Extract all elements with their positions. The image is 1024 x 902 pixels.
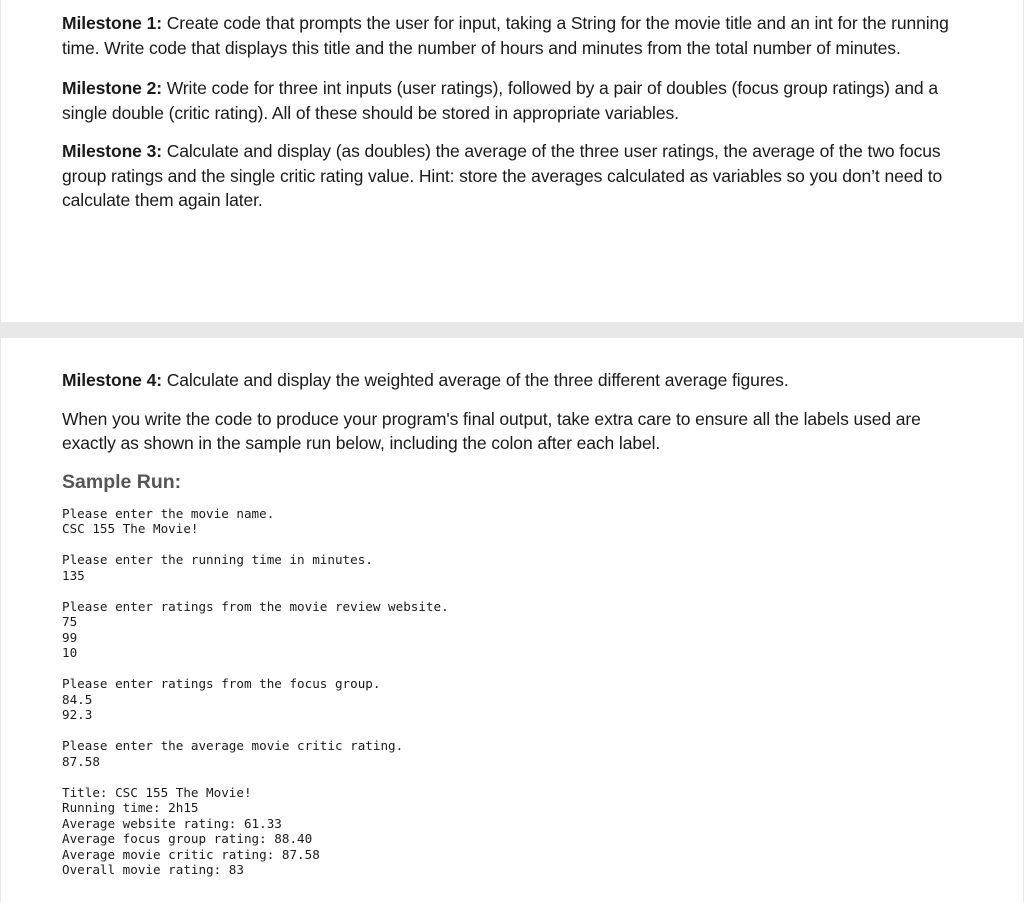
- code-line: Please enter ratings from the focus group.: [62, 676, 381, 691]
- code-line: Overall movie rating: 83: [62, 862, 244, 877]
- sample-block-focus-group: [62, 676, 962, 723]
- milestone-1-text: Create code that prompts the user for input, taking a String for the movie title and an int for the running time. Write code that displays this title and the number of hours and minutes from the total number of minutes.: [62, 13, 949, 58]
- sample-block-movie-name: [62, 506, 962, 537]
- milestone-3-text: Calculate and display (as doubles) the average of the three user ratings, the average of the two focus group ratings and the single critic rating value. Hint: store the averages calculated as variables so you don’t need to calculate them again later.: [62, 141, 943, 210]
- milestone-3-label: Milestone 3:: [62, 141, 162, 161]
- milestone-1: [62, 11, 962, 60]
- code-line: Please enter ratings from the movie review website.: [62, 598, 449, 614]
- code-line: Title: CSC 155 The Movie!: [62, 784, 252, 800]
- milestone-3: [62, 139, 962, 213]
- milestone-4-section: [62, 368, 962, 878]
- code-line: Average movie critic rating: 87.58: [62, 846, 320, 862]
- code-line: 10: [62, 645, 78, 660]
- code-line: Please enter the average movie critic rating.: [62, 738, 404, 753]
- milestone-4-label: Milestone 4:: [62, 370, 162, 390]
- milestone-2-label: Milestone 2:: [62, 78, 162, 98]
- sample-run-output: [62, 506, 962, 878]
- sample-block-critic-rating: [62, 738, 962, 769]
- sample-block-website-ratings: [62, 599, 962, 661]
- code-line: Average focus group rating: 88.40: [62, 831, 313, 846]
- milestone-2: [62, 76, 962, 125]
- code-line: 92.3: [62, 707, 93, 722]
- code-line: 135: [62, 567, 85, 583]
- document-page-2: [0, 338, 1024, 902]
- sample-block-final-output: [62, 785, 962, 878]
- instructions-paragraph: When you write the code to produce your program's final output, take extra care to ensure all the labels used are exactly as shown in the sample run below, including the colon after each label.: [62, 408, 921, 453]
- milestone-4-text: Calculate and display the weighted average of the three different average figures.: [161, 370, 789, 390]
- code-line: Average website rating: 61.33: [62, 815, 282, 831]
- milestone-4: [62, 368, 962, 393]
- page-separator: [0, 322, 1024, 338]
- sample-run-heading: Sample Run:: [62, 470, 182, 493]
- code-line: 75: [62, 614, 78, 629]
- milestones-section: [62, 11, 962, 213]
- code-line: Please enter the movie name.: [62, 505, 275, 521]
- code-line: 87.58: [62, 753, 100, 769]
- code-line: 99: [62, 629, 78, 645]
- code-line: 84.5: [62, 691, 93, 707]
- code-line: Please enter the running time in minutes.: [62, 552, 373, 567]
- code-line: CSC 155 The Movie!: [62, 521, 199, 536]
- milestone-1-label: Milestone 1:: [62, 13, 162, 33]
- milestone-2-text: Write code for three int inputs (user ratings), followed by a pair of doubles (focus group ratings) and a single double (critic rating). All of these should be stored in appropriate variables.: [62, 78, 938, 123]
- code-line: Running time: 2h15: [62, 800, 199, 815]
- document-page-1: [0, 0, 1024, 322]
- sample-block-running-time: [62, 552, 962, 583]
